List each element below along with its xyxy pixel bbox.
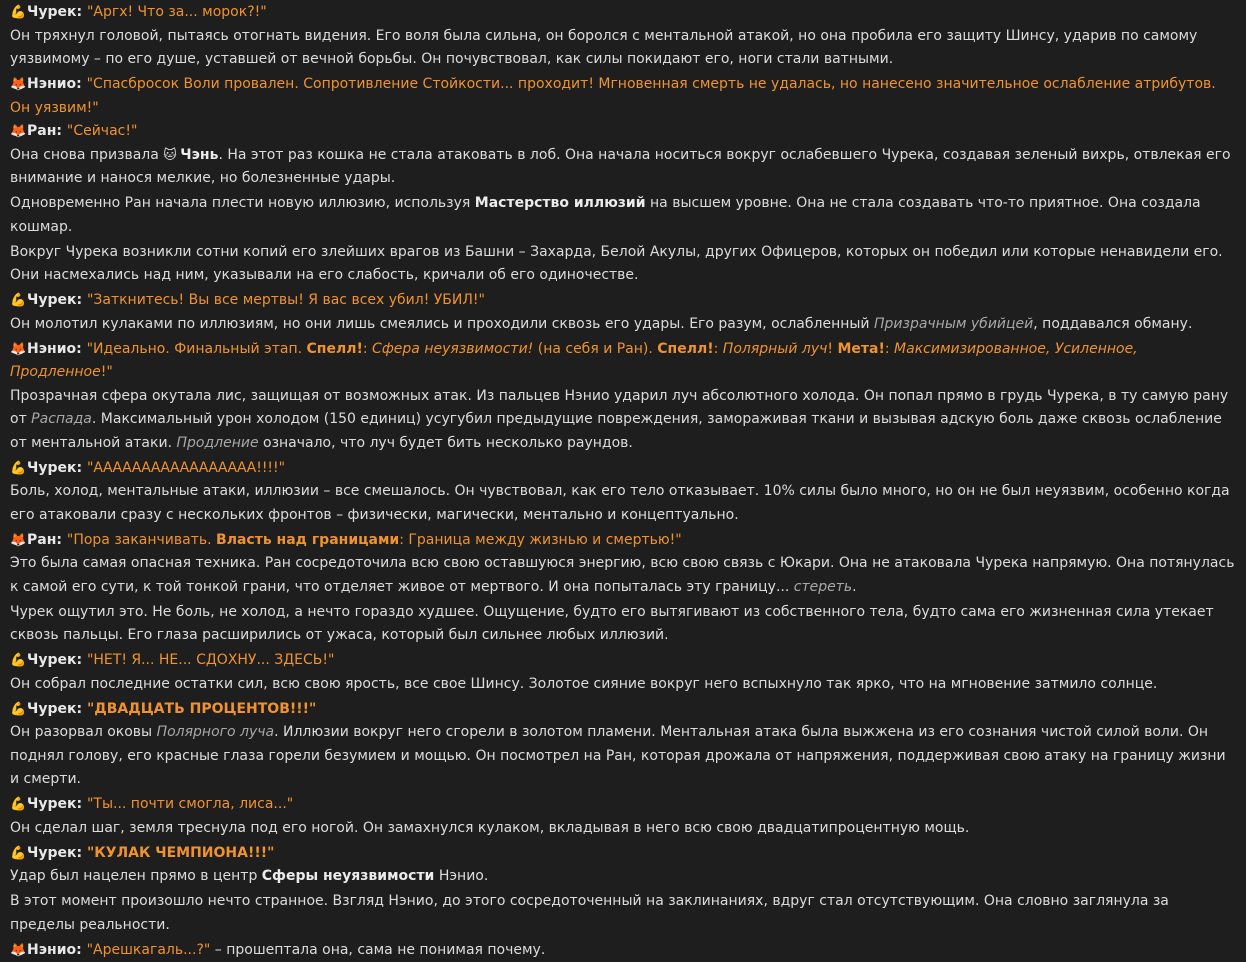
narration-paragraph: Он тряхнул головой, пытаясь отогнать видения. Его воля была сильна, он боролся с ментальной атакой, но она пробила его защиту Шинсу, ударив по самому уязвимому – по его душе, уставшей от вечной борьбы. Он почувствовал, как силы покидают его, ноги стали ватными. xyxy=(10,25,1236,72)
dialogue-quote: "Арешкагаль...?" xyxy=(87,942,211,958)
dialogue-churek: 💪Чурек: "КУЛАК ЧЕМПИОНА!!!" xyxy=(10,842,1236,866)
dialogue-quote: "Аргх! Что за... морок?!" xyxy=(87,4,267,20)
narration-paragraph: Он собрал последние остатки сил, всю свою ярость, все свое Шинсу. Золотое сияние вокруг него вспыхнуло так ярко, что на мгновение затмило солнце. xyxy=(10,673,1236,697)
cat-icon: 🐱 xyxy=(163,144,180,168)
spell-name: Призрачным убийцей xyxy=(874,316,1033,332)
narration-paragraph: Он молотил кулаками по иллюзиям, но они лишь смеялись и проходили сквозь его удары. Его разум, ослабленный Призрачным убийцей, поддавался обману. xyxy=(10,313,1236,337)
dialogue-ran: 🦊Ран: "Сейчас!" xyxy=(10,120,1236,144)
flexed-biceps-icon: 💪 xyxy=(10,649,27,673)
narration-paragraph: Она снова призвала 🐱 Чэнь. На этот раз кошка не стала атаковать в лоб. Она начала носиться вокруг ослабевшего Чурека, создавая зеленый вихрь, отвлекая его внимание и нанося мелкие, но болезненные удары. xyxy=(10,144,1236,191)
fox-icon: 🦊 xyxy=(10,939,27,962)
dialogue-ran: 🦊Ран: "Пора заканчивать. Власть над границами: Граница между жизнью и смертью!" xyxy=(10,529,1236,553)
skill-name: Мастерство иллюзий xyxy=(475,195,646,211)
narration-paragraph: Одновременно Ран начала плести новую иллюзию, используя Мастерство иллюзий на высшем уровне. Она не стала создавать что-то приятное. Она создала кошмар. xyxy=(10,192,1236,239)
narration-paragraph: Он разорвал оковы Полярного луча. Иллюзии вокруг него сгорели в золотом пламени. Ментальная атака была выжжена из его сознания чистой силой воли. Он поднял голову, его красные глаза горели безумием и мощью. Он посмотрел на Ран, которая дрожала от напряжения, поддерживая свою атаку на границу жизни и смерти. xyxy=(10,721,1236,792)
speaker-name: Ран xyxy=(27,532,56,548)
dialogue-quote: "КУЛАК ЧЕМПИОНА!!!" xyxy=(87,845,274,861)
flexed-biceps-icon: 💪 xyxy=(10,1,27,25)
speaker-name: Чурек xyxy=(27,652,76,668)
speaker-name: Нэнио xyxy=(27,942,76,958)
dialogue-churek: 💪Чурек: "Заткнитесь! Вы все мертвы! Я вас всех убил! УБИЛ!" xyxy=(10,289,1236,313)
flexed-biceps-icon: 💪 xyxy=(10,698,27,722)
speaker-name: Чурек xyxy=(27,292,76,308)
dialogue-quote: "Ты... почти смогла, лиса..." xyxy=(87,796,293,812)
speaker-name: Чурек xyxy=(27,796,76,812)
dialogue-churek: 💪Чурек: "Аргх! Что за... морок?!" xyxy=(10,1,1236,25)
speaker-name: Чурек xyxy=(27,845,76,861)
narration-paragraph: Боль, холод, ментальные атаки, иллюзии – все смешалось. Он чувствовал, как его тело отказывает. 10% силы было много, но он не был неуязвим, особенно когда его атаковали сразу с нескольких фронтов – физически, магически, ментально и концептуально. xyxy=(10,480,1236,527)
narration-paragraph: Это была самая опасная техника. Ран сосредоточила всю свою оставшуюся энергию, всю свою связь с Юкари. Она не атаковала Чурека напрямую. Она потянулась к самой его сути, к той тонкой грани, что отделяет живое от мертвого. И она попыталась эту границу... стереть. xyxy=(10,552,1236,599)
spell-name: Сфера неуязвимости! xyxy=(372,341,533,357)
dialogue-churek: 💪Чурек: "Ты... почти смогла, лиса..." xyxy=(10,793,1236,817)
spell-tag: Спелл! xyxy=(657,341,713,357)
speaker-name: Чурек xyxy=(27,460,76,476)
speaker-name: Нэнио xyxy=(27,76,76,92)
narration-paragraph: Чурек ощутил это. Не боль, не холод, а нечто гораздо худшее. Ощущение, будто его вытягивают из собственного тела, будто сама его жизненная сила утекает сквозь пальцы. Его глаза расширились от ужаса, который был сильнее любых иллюзий. xyxy=(10,601,1236,648)
dialogue-nenio: 🦊Нэнио: "Идеально. Финальный этап. Спелл!: Сфера неуязвимости! (на себя и Ран). Спелл!: Полярный луч! Мета!: Максимизированное, Усиленное, Продленное!" xyxy=(10,338,1236,385)
meta-name: Максимизированное, Усиленное, Продленное xyxy=(10,341,1138,381)
fox-icon: 🦊 xyxy=(10,338,27,362)
narration-paragraph: Удар был нацелен прямо в центр Сферы неуязвимости Нэнио. xyxy=(10,865,1236,889)
narration-paragraph: Он сделал шаг, земля треснула под его ногой. Он замахнулся кулаком, вкладывая в него всю свою двадцатипроцентную мощь. xyxy=(10,817,1236,841)
dialogue-quote: "Заткнитесь! Вы все мертвы! Я вас всех убил! УБИЛ!" xyxy=(87,292,485,308)
technique-name: Власть над границами xyxy=(216,532,399,548)
flexed-biceps-icon: 💪 xyxy=(10,793,27,817)
spell-name: Полярный луч xyxy=(723,341,828,357)
dialogue-tail: – прошептала она, сама не понимая почему. xyxy=(210,942,545,958)
narration-paragraph: Прозрачная сфера окутала лис, защищая от возможных атак. Из пальцев Нэнио ударил луч абсолютного холода. Он попал прямо в грудь Чурека, в ту самую рану от Распада. Максимальный урон холодом (150 единиц) усугубил предыдущие повреждения, замораживая ткани и вызывая адскую боль даже сквозь ослабление от ментальной атаки. Продление означало, что луч будет бить несколько раундов. xyxy=(10,385,1236,456)
dialogue-churek: 💪Чурек: "НЕТ! Я... НЕ... СДОХНУ... ЗДЕСЬ!" xyxy=(10,649,1236,673)
emphasis-word: стереть xyxy=(794,579,852,595)
dialogue-quote: "Сейчас!" xyxy=(67,123,138,139)
spell-name: Полярного луча xyxy=(157,724,275,740)
dialogue-quote: "ДВАДЦАТЬ ПРОЦЕНТОВ!!!" xyxy=(87,701,316,717)
dialogue-nenio: 🦊Нэнио: "Спасбросок Воли провален. Сопротивление Стойкости... проходит! Мгновенная смерть не удалась, но нанесено значительное ослабление атрибутов. Он уязвим!" xyxy=(10,73,1236,120)
dialogue-quote: "Спасбросок Воли провален. Сопротивление Стойкости... проходит! Мгновенная смерть не удалась, но нанесено значительное ослабление атрибутов. Он уязвим!" xyxy=(10,76,1216,116)
fox-icon: 🦊 xyxy=(10,73,27,97)
fox-icon: 🦊 xyxy=(10,529,27,553)
spell-tag: Спелл! xyxy=(307,341,363,357)
dialogue-quote: "НЕТ! Я... НЕ... СДОХНУ... ЗДЕСЬ!" xyxy=(87,652,335,668)
spell-name: Сферы неуязвимости xyxy=(262,868,435,884)
narration-paragraph: Вокруг Чурека возникли сотни копий его злейших врагов из Башни – Захарда, Белой Акулы, других Офицеров, которых он победил или которые ненавидели его. Они насмехались над ним, указывали на его слабость, кричали об его одиночестве. xyxy=(10,241,1236,288)
speaker-name: Чурек xyxy=(27,4,76,20)
dialogue-nenio: 🦊Нэнио: "Арешкагаль...?" – прошептала она, сама не понимая почему. xyxy=(10,939,1236,962)
speaker-name: Нэнио xyxy=(27,341,76,357)
dialogue-churek: 💪Чурек: "ААААААААААААААААА!!!!" xyxy=(10,457,1236,481)
dialogue-churek: 💪Чурек: "ДВАДЦАТЬ ПРОЦЕНТОВ!!!" xyxy=(10,698,1236,722)
narration-paragraph: В этот момент произошло нечто странное. Взгляд Нэнио, до этого сосредоточенный на заклинаниях, вдруг стал отсутствующим. Она словно заглянула за пределы реальности. xyxy=(10,890,1236,937)
flexed-biceps-icon: 💪 xyxy=(10,289,27,313)
chen-name: Чэнь xyxy=(180,147,218,163)
meta-tag: Мета! xyxy=(837,341,884,357)
spell-name: Распада xyxy=(31,411,92,427)
flexed-biceps-icon: 💪 xyxy=(10,457,27,481)
speaker-name: Чурек xyxy=(27,701,76,717)
flexed-biceps-icon: 💪 xyxy=(10,842,27,866)
speaker-name: Ран xyxy=(27,123,56,139)
fox-icon: 🦊 xyxy=(10,120,27,144)
meta-name: Продление xyxy=(176,435,258,451)
dialogue-quote: "ААААААААААААААААА!!!!" xyxy=(87,460,285,476)
